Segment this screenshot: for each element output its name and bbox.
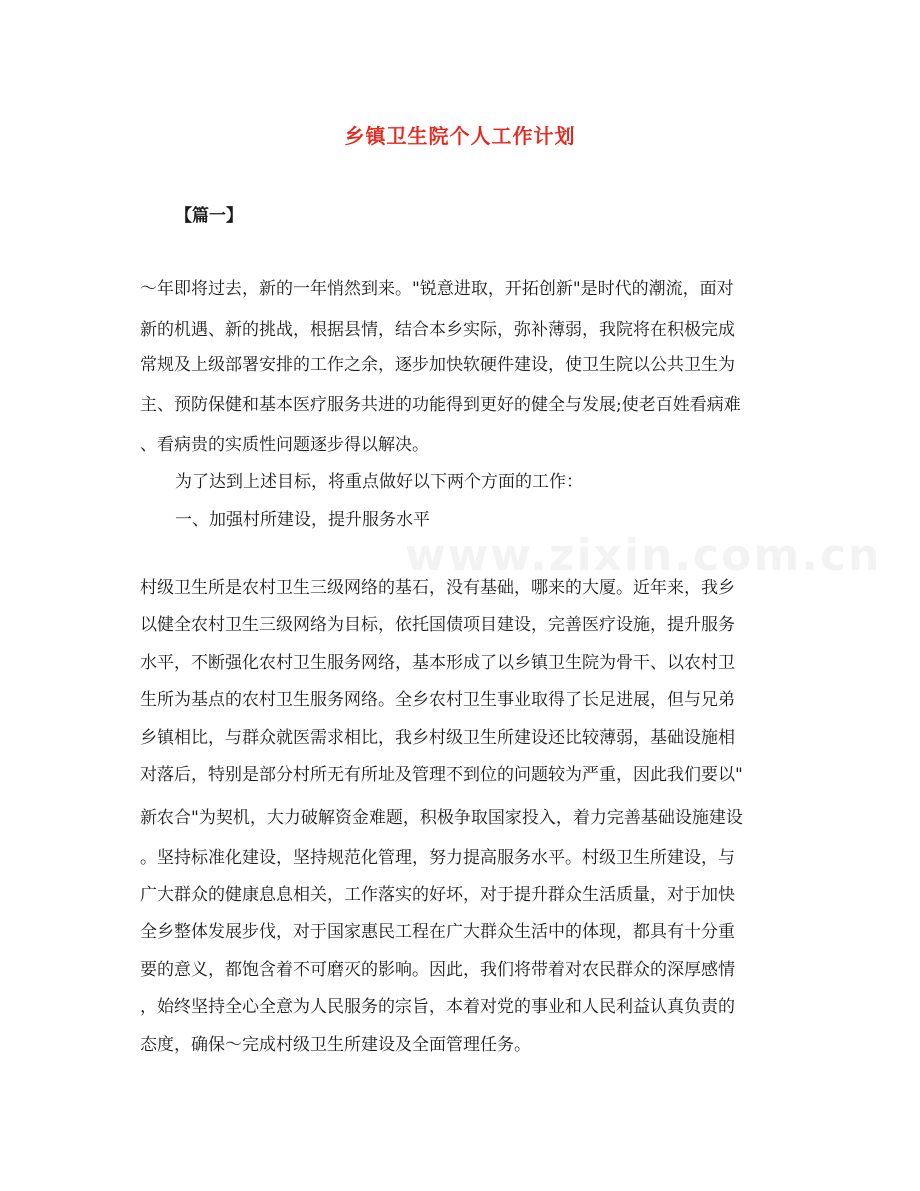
- paragraph-line: 新的机遇、新的挑战，根据县情，结合本乡实际，弥补薄弱，我院将在积极完成: [140, 320, 735, 340]
- paragraph-line: 要的意义，都饱含着不可磨灭的影响。因此，我们将带着对农民群众的深厚感情: [140, 960, 735, 980]
- paragraph-line: 全乡整体发展步伐，对于国家惠民工程在广大群众生活中的体现，都具有十分重: [140, 922, 735, 942]
- paragraph-line: 广大群众的健康息息相关，工作落实的好坏，对于提升群众生活质量，对于加快: [140, 885, 735, 905]
- watermark: [405, 530, 881, 581]
- paragraph-line: 为了达到上述目标，将重点做好以下两个方面的工作：: [175, 472, 583, 492]
- paragraph-line: 乡镇相比，与群众就医需求相比，我乡村级卫生所建设还比较薄弱，基础设施相: [140, 728, 735, 748]
- paragraph-line: 。坚持标准化建设，坚持规范化管理，努力提高服务水平。村级卫生所建设，与: [140, 848, 735, 868]
- paragraph-line: 态度，确保～完成村级卫生所建设及全面管理任务。: [140, 1035, 531, 1055]
- paragraph-line: 村级卫生所是农村卫生三级网络的基石，没有基础，哪来的大厦。近年来，我乡: [140, 578, 735, 598]
- paragraph-line: 常规及上级部署安排的工作之余，逐步加快软硬件建设，使卫生院以公共卫生为: [140, 355, 735, 375]
- paragraph-line: 主、预防保健和基本医疗服务共进的功能得到更好的健全与发展;使老百姓看病难: [140, 395, 741, 415]
- paragraph-line: 新农合"为契机，大力破解资金难题，积极争取国家投入，着力完善基础设施建设: [140, 808, 743, 828]
- section-heading: 一、加强村所建设，提升服务水平: [175, 510, 430, 530]
- section-label: 【篇一】: [175, 206, 243, 226]
- paragraph-line: 、看病贵的实质性问题逐步得以解决。: [140, 435, 429, 455]
- document-title: 乡镇卫生院个人工作计划: [344, 124, 576, 148]
- paragraph-line: 水平，不断强化农村卫生服务网络，基本形成了以乡镇卫生院为骨干、以农村卫: [140, 653, 735, 673]
- paragraph-line: 对落后，特别是部分村所无有所址及管理不到位的问题较为严重，因此我们要以": [140, 765, 743, 785]
- paragraph-line: ，始终坚持全心全意为人民服务的宗旨，本着对党的事业和人民利益认真负责的: [140, 997, 735, 1017]
- paragraph-line: 以健全农村卫生三级网络为目标，依托国债项目建设，完善医疗设施，提升服务: [140, 615, 735, 635]
- paragraph-line: 生所为基点的农村卫生服务网络。全乡农村卫生事业取得了长足进展，但与兄弟: [140, 690, 735, 710]
- paragraph-line: ～年即将过去，新的一年悄然到来。"锐意进取，开拓创新"是时代的潮流，面对: [140, 279, 734, 299]
